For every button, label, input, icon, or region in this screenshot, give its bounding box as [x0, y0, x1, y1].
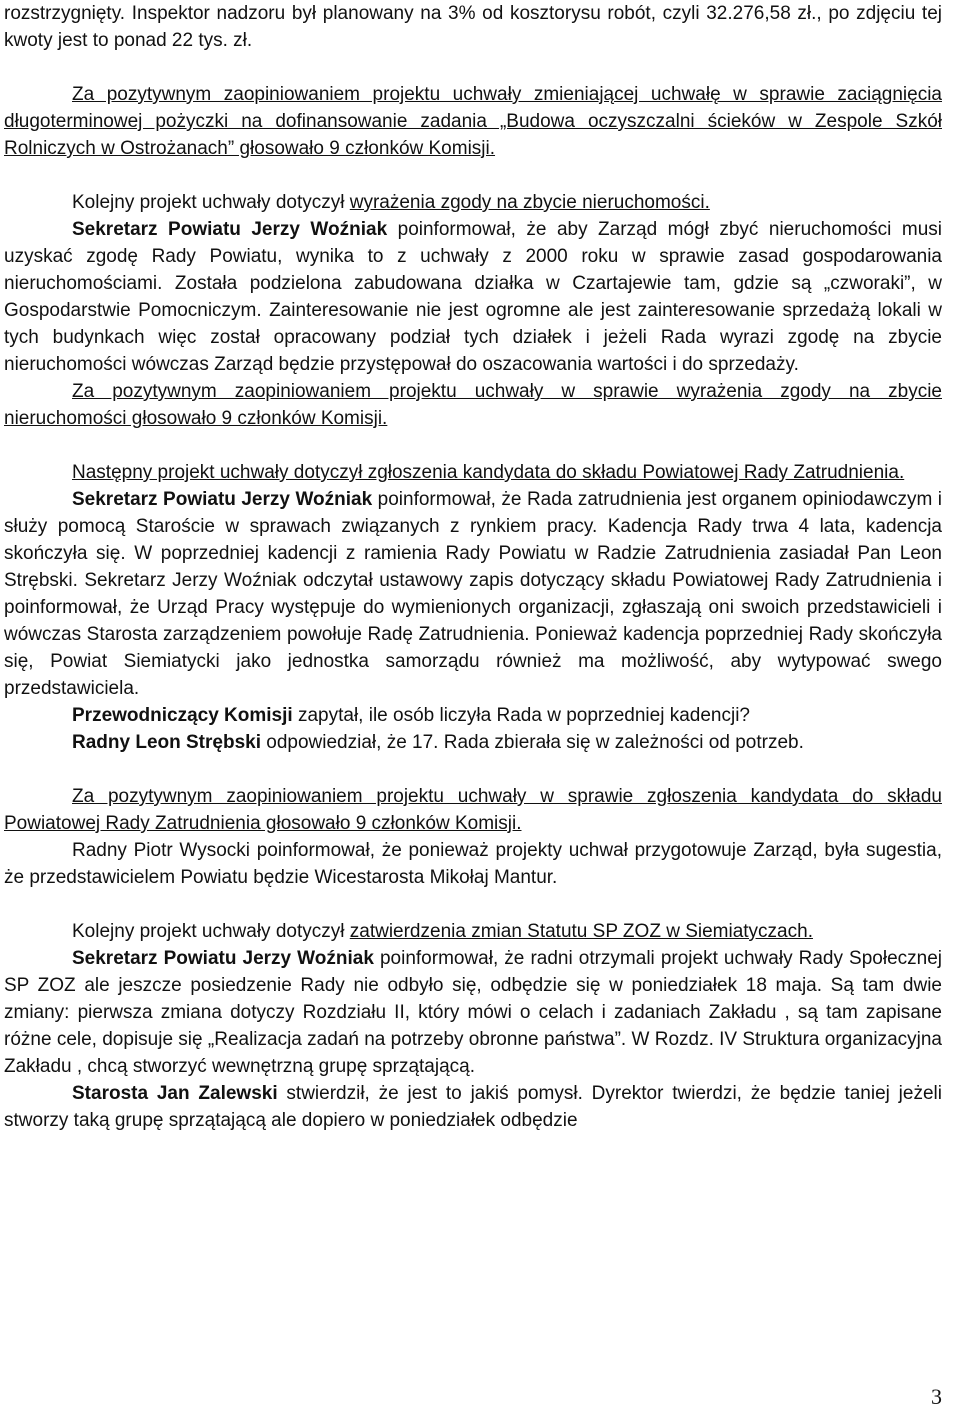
speaker-paragraph: [4, 945, 942, 1080]
agenda-item-paragraph: [4, 189, 942, 216]
agenda-intro: Kolejny projekt uchwały dotyczył: [72, 192, 350, 213]
vote-result-paragraph: Za pozytywnym zaopiniowaniem projektu uchwały w sprawie zgłoszenia kandydata do składu Powiatowej Rady Zatrudnienia głosowało 9 członków Komisji.: [4, 786, 942, 834]
speaker-text: poinformował, że Rada zatrudnienia jest organem opiniodawczym i służy pomocą Staroście w sprawach związanych z rynkiem pracy. Kadencja Rady trwa 4 lata, kadencja skończyła się. W poprzedniej kadencji z ramienia Rady Powiatu w Radzie Zatrudnienia zasiadał Pan Leon Strębski. Sekretarz Jerzy Woźniak odczytał ustawowy zapis dotyczący składu Powiatowej Rady Zatrudnienia i poinformował, że Urząd Pracy występuje do wymienionych organizacji, zgłaszają oni swoich przedstawicieli i wówczas Starosta zarządzeniem powołuje Radę Zatrudnienia. Ponieważ kadencja poprzedniej Rady skończyła się, Powiat Siemiatycki jako jednostka samorządu również ma możliwość, aby wytypować swego przedstawiciela.: [4, 489, 942, 699]
agenda-item-paragraph: [4, 918, 942, 945]
speaker-paragraph: [4, 486, 942, 702]
page-number: 3: [931, 1384, 942, 1409]
speaker-paragraph: [4, 729, 942, 756]
agenda-item-paragraph: Następny projekt uchwały dotyczył zgłoszenia kandydata do składu Powiatowej Rady Zatrudnienia.: [72, 462, 905, 483]
agenda-topic: zatwierdzenia zmian Statutu SP ZOZ w Siemiatyczach.: [349, 921, 813, 942]
speaker-name: Przewodniczący Komisji: [72, 705, 293, 726]
speaker-name: Sekretarz Powiatu Jerzy Woźniak: [72, 219, 388, 240]
speaker-text: poinformował, że aby Zarząd mógł zbyć nieruchomości musi uzyskać zgodę Rady Powiatu, wynika to z uchwały z 2000 roku w sprawie zasad gospodarowania nieruchomościami. Została podzielona zabudowana działka w Czartajewie tam, gdzie są „czworaki”, w Gospodarstwie Pomocniczym. Zainteresowanie nie jest ogromne ale jest zainteresowanie sprzedażą lokali w tych budynkach więc został opracowany podział tych działek i jeżeli Rada wyrazi zgodę na zbycie nieruchomości wówczas Zarząd będzie przystępował do oszacowania wartości i do sprzedaży.: [4, 219, 942, 375]
speaker-name: Radny Leon Strębski: [72, 732, 261, 753]
speaker-paragraph: [4, 1080, 942, 1134]
speaker-text: odpowiedział, że 17. Rada zbierała się w zależności od potrzeb.: [261, 732, 804, 753]
agenda-topic: wyrażenia zgody na zbycie nieruchomości.: [349, 192, 710, 213]
document-page: [4, 0, 942, 1134]
speaker-paragraph: [4, 702, 942, 729]
speaker-text: stwierdził, że jest to jakiś pomysł. Dyrektor twierdzi, że będzie taniej jeżeli stworzy taką grupę sprzątającą ale dopiero w poniedziałek odbędzie: [4, 1083, 942, 1131]
vote-result-paragraph: Za pozytywnym zaopiniowaniem projektu uchwały w sprawie wyrażenia zgody na zbycie nieruchomości głosowało 9 członków Komisji.: [4, 381, 942, 429]
speaker-name: Starosta Jan Zalewski: [72, 1083, 278, 1104]
speaker-name: Sekretarz Powiatu Jerzy Woźniak: [72, 489, 373, 510]
speaker-paragraph: [4, 216, 942, 378]
speaker-text: zapytał, ile osób liczyła Rada w poprzedniej kadencji?: [292, 705, 750, 726]
agenda-intro: Kolejny projekt uchwały dotyczył: [72, 921, 350, 942]
paragraph: rozstrzygnięty. Inspektor nadzoru był planowany na 3% od kosztorysu robót, czyli 32.276,58 zł., po zdjęciu tej kwoty jest to ponad 22 tys. zł.: [4, 3, 942, 51]
paragraph: Radny Piotr Wysocki poinformował, że ponieważ projekty uchwał przygotowuje Zarząd, była sugestia, że przedstawicielem Powiatu będzie Wicestarosta Mikołaj Mantur.: [4, 840, 942, 888]
speaker-name: Sekretarz Powiatu Jerzy Woźniak: [72, 948, 374, 969]
vote-result-paragraph: Za pozytywnym zaopiniowaniem projektu uchwały zmieniającej uchwałę w sprawie zaciągnięcia długoterminowej pożyczki na dofinansowanie zadania „Budowa oczyszczalni ścieków w Zespole Szkół Rolniczych w Ostrożanach” głosowało 9 członków Komisji.: [4, 84, 942, 159]
speaker-text: poinformował, że radni otrzymali projekt uchwały Rady Społecznej SP ZOZ ale jeszcze posiedzenie Rady nie odbyło się, odbędzie się w poniedziałek 18 maja. Są tam dwie zmiany: pierwsza zmiana dotyczy Rozdziału II, który mówi o celach i zadaniach Zakładu , są tam zapisane różne cele, dopisuje się „Realizacja zadań na potrzeby obronne państwa”. W Rozdz. IV Struktura organizacyjna Zakładu , chcą stworzyć wewnętrzną grupę sprzątającą.: [4, 948, 942, 1077]
